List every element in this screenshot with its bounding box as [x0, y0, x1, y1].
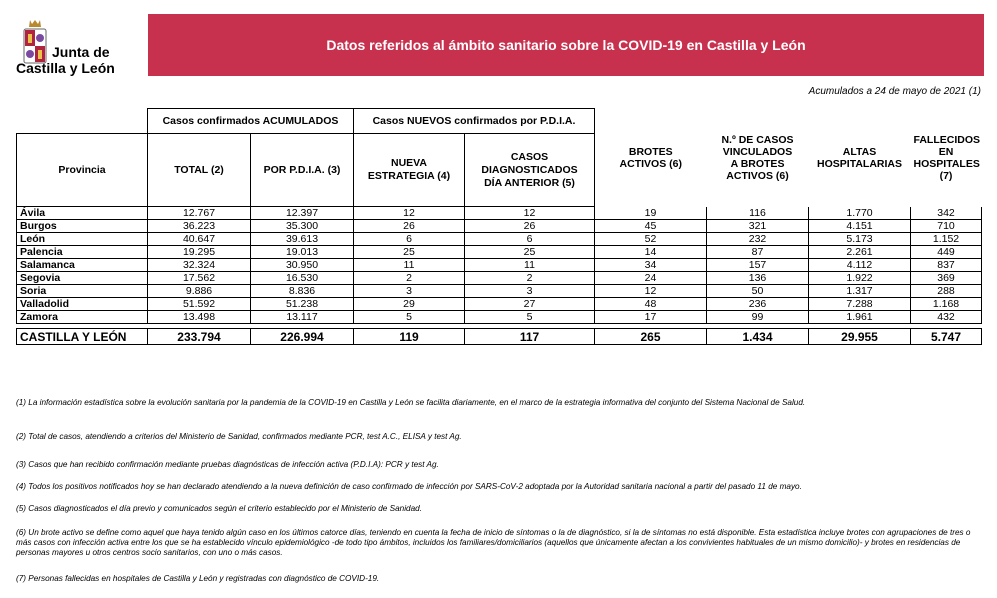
table-cell: 32.324 — [148, 259, 251, 272]
province-name: Salamanca — [17, 259, 148, 272]
province-name: Palencia — [17, 246, 148, 259]
total-cell: 117 — [465, 329, 595, 345]
province-name: Burgos — [17, 220, 148, 233]
table-cell: 2 — [354, 272, 465, 285]
table-cell: 26 — [465, 220, 595, 233]
table-cell: 837 — [911, 259, 982, 272]
logo-text-line2: Castilla y León — [16, 60, 115, 76]
table-cell: 11 — [354, 259, 465, 272]
col-header-vinculados: N.º DE CASOS VINCULADOS A BROTES ACTIVOS (6) — [721, 133, 794, 182]
footnote-3: (3) Casos que han recibido confirmación mediante pruebas diagnósticas de infección activa (P.D.I.A): PCR y test Ag. — [16, 460, 439, 469]
group-header-new-cases: Casos NUEVOS confirmados por P.D.I.A. — [354, 109, 595, 134]
table-cell: 40.647 — [148, 233, 251, 246]
table-cell: 45 — [595, 220, 707, 233]
table-cell: 50 — [707, 285, 809, 298]
total-cell: 265 — [595, 329, 707, 345]
table-cell: 4.112 — [809, 259, 911, 272]
table-cell: 12 — [595, 285, 707, 298]
page-title: Datos referidos al ámbito sanitario sobre la COVID-19 en Castilla y León — [326, 37, 806, 53]
province-name: León — [17, 233, 148, 246]
table-cell: 36.223 — [148, 220, 251, 233]
table-cell: 19 — [595, 207, 707, 220]
table-cell: 19.013 — [251, 246, 354, 259]
table-row — [17, 272, 982, 285]
footnote-5: (5) Casos diagnosticados el día previo y comunicados según el criterio establecido por el Ministerio de Sanidad. — [16, 504, 422, 513]
total-cell: 226.994 — [251, 329, 354, 345]
table-row — [17, 220, 982, 233]
table-cell: 51.238 — [251, 298, 354, 311]
table-cell: 1.152 — [911, 233, 982, 246]
group-header-accumulated: Casos confirmados ACUMULADOS — [148, 109, 354, 134]
total-cell: 5.747 — [911, 329, 982, 345]
table-cell: 9.886 — [148, 285, 251, 298]
table-cell: 321 — [707, 220, 809, 233]
table-cell: 52 — [595, 233, 707, 246]
col-header-total: TOTAL (2) — [148, 134, 251, 207]
footnote-4: (4) Todos los positivos notificados hoy se han declarado atendiendo a la nueva definición de caso confirmado de infección por SARS-CoV-2 adoptada por la Autoridad sanitaria nacional a partir del pasado 11 de mayo. — [16, 482, 802, 491]
logo-text-line1: Junta de — [52, 44, 110, 60]
table-cell: 4.151 — [809, 220, 911, 233]
table-cell: 7.288 — [809, 298, 911, 311]
footnote-7: (7) Personas fallecidas en hospitales de Castilla y León y registradas con diagnóstico de COVID-19. — [16, 574, 380, 583]
table-cell: 12.397 — [251, 207, 354, 220]
table-cell: 342 — [911, 207, 982, 220]
total-cell: 119 — [354, 329, 465, 345]
table-cell: 12.767 — [148, 207, 251, 220]
table-cell: 24 — [595, 272, 707, 285]
footnote-1: (1) La información estadística sobre la evolución sanitaria por la pandemia de la COVID-19 en Castilla y León se facilita diariamente, en el marco de la estrategia informativa del conjunto del Sistema Nacional de Salud. — [16, 398, 806, 407]
table-row — [17, 285, 982, 298]
group-header-row — [17, 109, 982, 134]
table-cell: 2 — [465, 272, 595, 285]
title-banner — [148, 14, 984, 76]
province-name: Ávila — [17, 207, 148, 220]
table-cell: 232 — [707, 233, 809, 246]
table-cell: 1.317 — [809, 285, 911, 298]
table-cell: 39.613 — [251, 233, 354, 246]
total-cell: 1.434 — [707, 329, 809, 345]
table-cell: 5.173 — [809, 233, 911, 246]
province-name: Valladolid — [17, 298, 148, 311]
table-cell: 3 — [465, 285, 595, 298]
col-header-pdia: POR P.D.I.A. (3) — [251, 134, 354, 207]
table-cell: 1.770 — [809, 207, 911, 220]
table-cell: 710 — [911, 220, 982, 233]
table-cell: 35.300 — [251, 220, 354, 233]
table-cell: 16.530 — [251, 272, 354, 285]
date-note: Acumulados a 24 de mayo de 2021 (1) — [808, 86, 981, 97]
total-row — [17, 329, 982, 345]
table-cell: 17.562 — [148, 272, 251, 285]
table-row — [17, 311, 982, 324]
total-row-label: CASTILLA Y LEÓN — [17, 329, 148, 345]
table-cell: 34 — [595, 259, 707, 272]
table-cell: 29 — [354, 298, 465, 311]
table-cell: 6 — [465, 233, 595, 246]
province-name: Zamora — [17, 311, 148, 324]
table-cell: 1.922 — [809, 272, 911, 285]
table-cell: 288 — [911, 285, 982, 298]
total-cell: 29.955 — [809, 329, 911, 345]
col-header-diagnosticados: CASOS DIAGNOSTICADOS DÍA ANTERIOR (5) — [465, 134, 595, 207]
col-header-province: Provincia — [17, 134, 148, 207]
col-header-altas: ALTAS HOSPITALARIAS — [817, 145, 902, 170]
province-name: Segovia — [17, 272, 148, 285]
table-cell: 1.961 — [809, 311, 911, 324]
table-cell: 157 — [707, 259, 809, 272]
table-cell: 48 — [595, 298, 707, 311]
table-cell: 51.592 — [148, 298, 251, 311]
table-row — [17, 207, 982, 220]
table-cell: 6 — [354, 233, 465, 246]
table-cell: 25 — [465, 246, 595, 259]
table-cell: 432 — [911, 311, 982, 324]
table-cell: 13.117 — [251, 311, 354, 324]
col-header-brotes: BROTES ACTIVOS (6) — [619, 145, 682, 170]
total-cell: 233.794 — [148, 329, 251, 345]
table-cell: 27 — [465, 298, 595, 311]
table-row — [17, 298, 982, 311]
col-header-nueva-estrategia: NUEVA ESTRATEGIA (4) — [354, 134, 465, 207]
table-cell: 2.261 — [809, 246, 911, 259]
footnote-6: (6) Un brote activo se define como aquel que haya tenido algún caso en los últimos catorce días, teniendo en cuenta la fecha de inicio de síntomas o la de diagnóstico, si la de síntomas no está disponible. Esta estadística incluye brotes con agrupaciones de tres o más casos con infección activa entre los que se ha establecido vínculo epidemiológico -de todo tipo ámbitos, incluidos los familiares/domiciliarios (aquellos que únicamente afectan a los convivientes habituales de un mismo domicilio)- y brotes en residencias de personas mayores u otros centros socio sanitarios, con uno o más casos. — [16, 528, 971, 557]
table-cell: 25 — [354, 246, 465, 259]
empty-header-cell — [17, 109, 148, 134]
table-cell: 369 — [911, 272, 982, 285]
table-cell: 3 — [354, 285, 465, 298]
table-cell: 8.836 — [251, 285, 354, 298]
table-cell: 12 — [354, 207, 465, 220]
table-cell: 14 — [595, 246, 707, 259]
covid-data-table — [16, 108, 982, 345]
table-cell: 26 — [354, 220, 465, 233]
table-cell: 13.498 — [148, 311, 251, 324]
table-cell: 449 — [911, 246, 982, 259]
table-cell: 1.168 — [911, 298, 982, 311]
table-row — [17, 246, 982, 259]
table-row — [17, 259, 982, 272]
table-cell: 136 — [707, 272, 809, 285]
table-cell: 19.295 — [148, 246, 251, 259]
col-header-fallecidos: FALLECIDOS EN HOSPITALES (7) — [913, 133, 981, 182]
table-row — [17, 233, 982, 246]
table-cell: 236 — [707, 298, 809, 311]
province-name: Soria — [17, 285, 148, 298]
footnote-2: (2) Total de casos, atendiendo a criterios del Ministerio de Sanidad, confirmados mediante PCR, test A.C., ELISA y test Ag. — [16, 432, 462, 441]
table-cell: 116 — [707, 207, 809, 220]
table-cell: 5 — [465, 311, 595, 324]
table-cell: 87 — [707, 246, 809, 259]
table-cell: 99 — [707, 311, 809, 324]
table-cell: 17 — [595, 311, 707, 324]
table-cell: 30.950 — [251, 259, 354, 272]
table-cell: 5 — [354, 311, 465, 324]
junta-logo — [16, 14, 126, 76]
table-cell: 11 — [465, 259, 595, 272]
table-cell: 12 — [465, 207, 595, 220]
